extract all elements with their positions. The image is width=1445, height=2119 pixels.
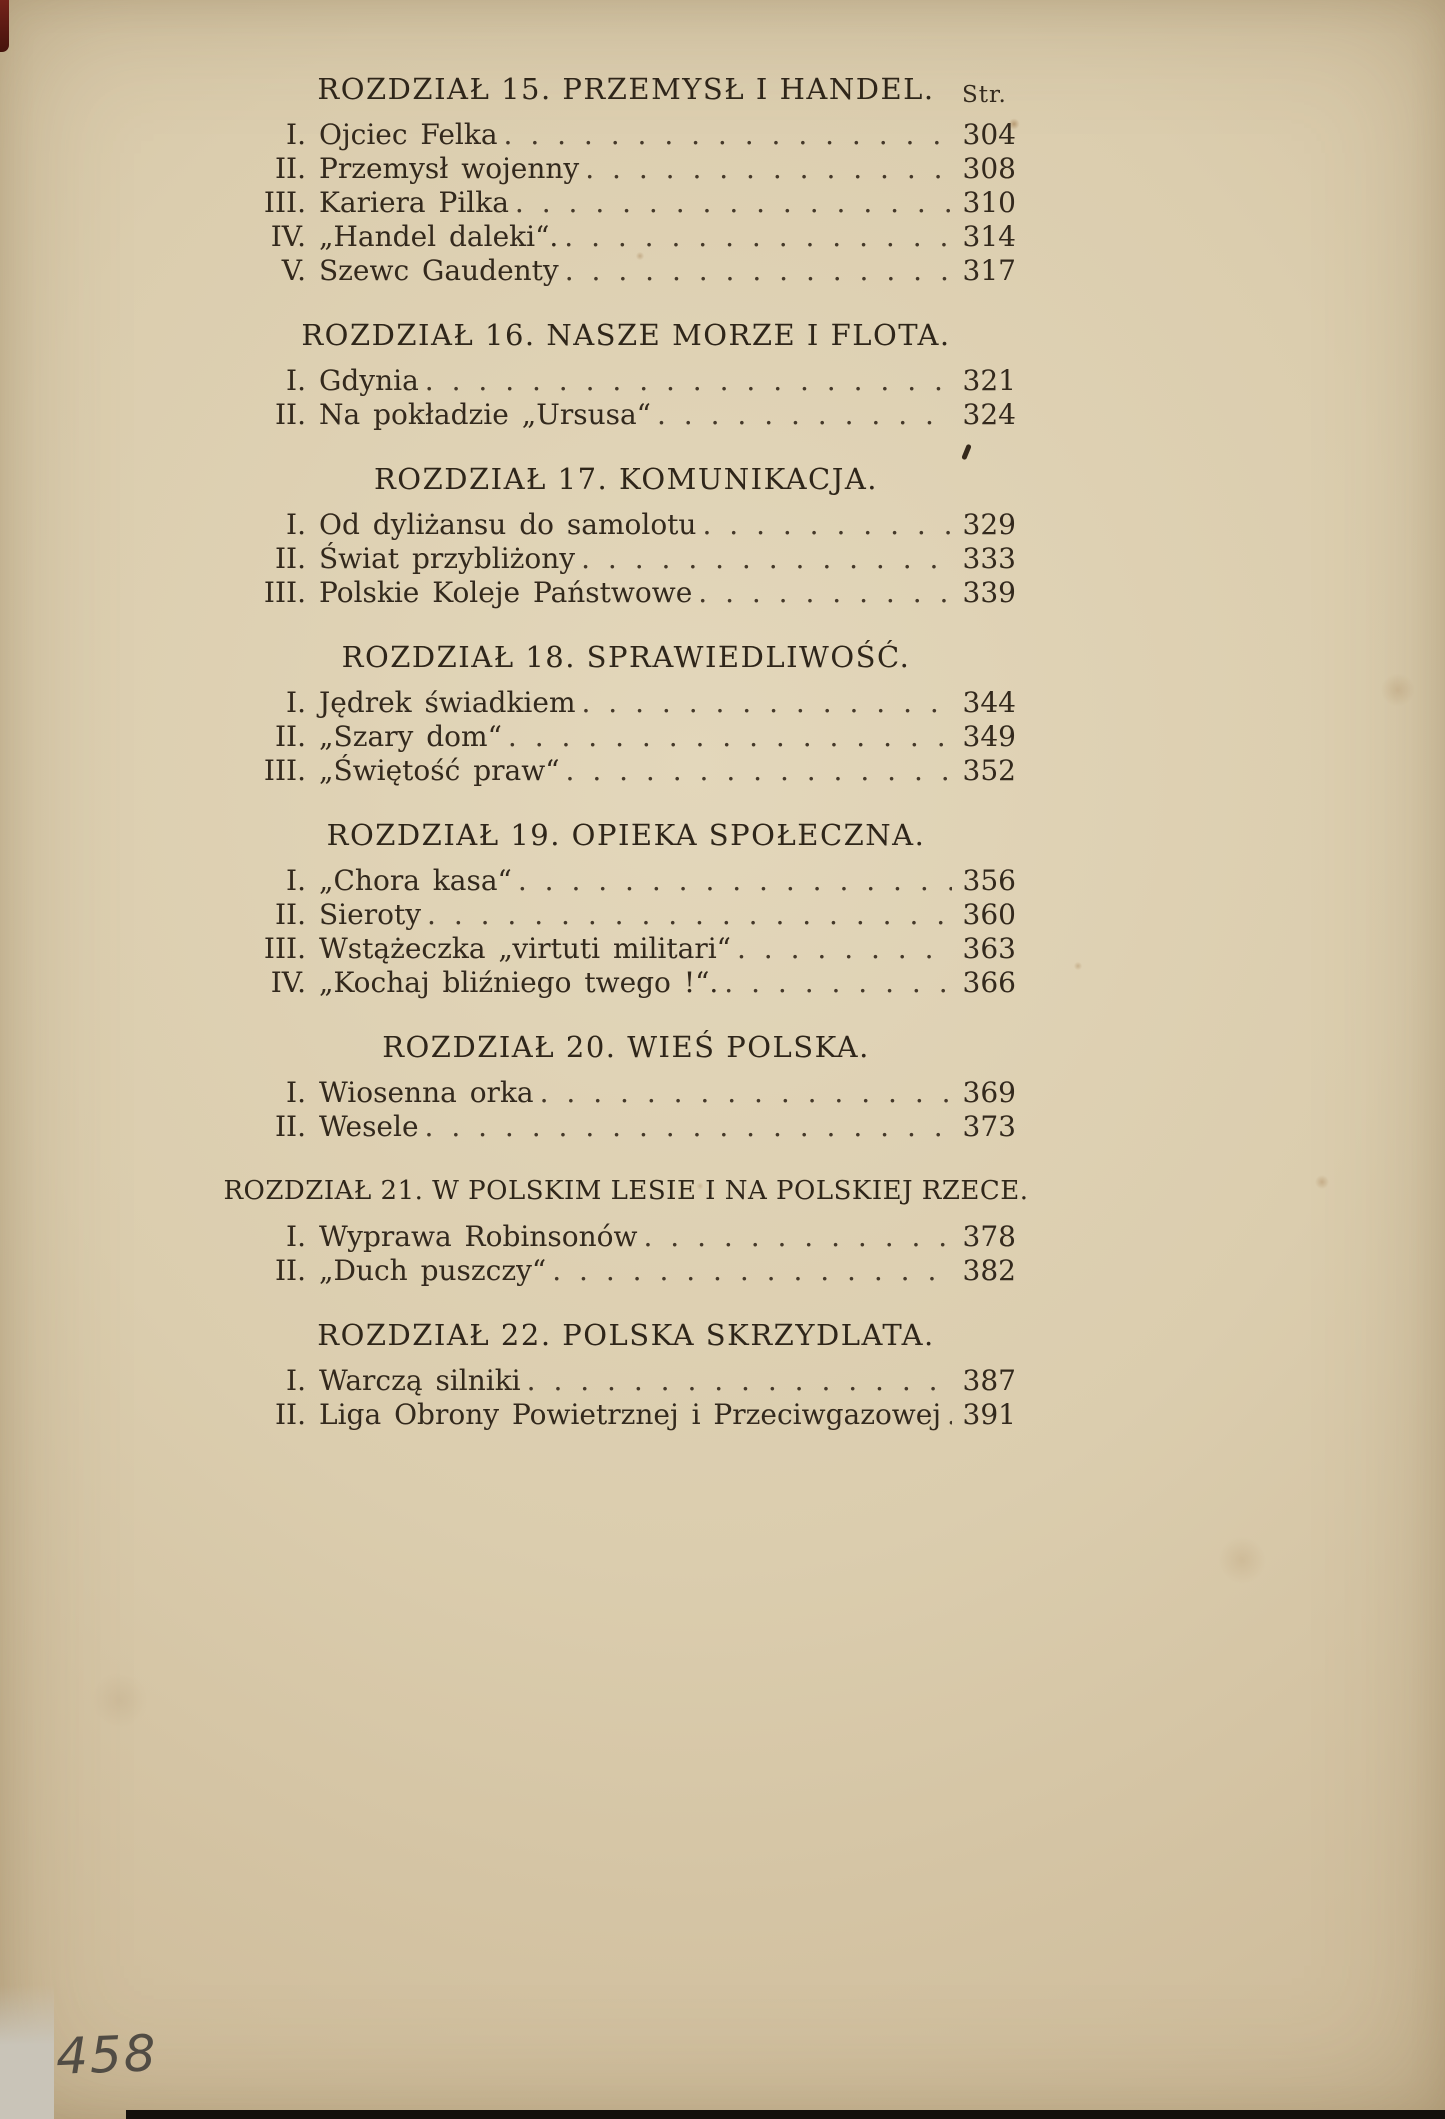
dot-leader <box>518 864 952 898</box>
entry-title: Wiosenna orka <box>319 1076 534 1109</box>
toc-entry <box>236 932 1016 966</box>
entry-numeral: II. <box>274 720 306 753</box>
toc-entry <box>236 398 1016 432</box>
entry-title: Na pokładzie „Ursusa“ <box>319 398 651 431</box>
dot-leader <box>527 1364 952 1398</box>
entry-numeral: I. <box>286 364 306 397</box>
entry-page-number: 352 <box>962 754 1016 787</box>
entry-numeral: I. <box>286 118 306 151</box>
entry-title: „Kochaj bliźniego twego !“. <box>319 966 719 999</box>
toc-entry <box>236 1254 1016 1288</box>
scan-edge-artifact-bottom <box>126 2110 1445 2119</box>
entry-numeral: III. <box>263 186 306 219</box>
scan-corner-artifact-bottom-left <box>0 1985 54 2119</box>
entry-title: Polskie Koleje Państwowe <box>319 576 693 609</box>
dot-leader <box>564 220 952 254</box>
scan-edge-artifact-top-left <box>0 0 9 52</box>
entry-numeral: II. <box>274 1254 306 1287</box>
toc-entry <box>236 898 1016 932</box>
dot-leader <box>947 1398 952 1432</box>
entry-page-number: 304 <box>962 118 1016 151</box>
chapter-title: ROZDZIAŁ 15. PRZEMYSŁ I HANDEL. <box>317 72 935 106</box>
dot-leader <box>702 508 952 542</box>
chapter-title: ROZDZIAŁ 19. OPIEKA SPOŁECZNA. <box>326 818 926 852</box>
entry-numeral: IV. <box>270 220 306 253</box>
entry-page-number: 310 <box>962 186 1016 219</box>
entry-page-number: 333 <box>962 542 1016 575</box>
entry-numeral: II. <box>274 1398 306 1431</box>
dot-leader <box>508 720 952 754</box>
toc-entry <box>236 966 1016 1000</box>
chapter-section-21 <box>223 1172 1029 1288</box>
dot-leader <box>425 364 952 398</box>
entry-numeral: IV. <box>270 966 306 999</box>
dot-leader <box>566 754 952 788</box>
chapter-section-15 <box>236 70 1016 288</box>
entry-title: Wesele <box>319 1110 419 1143</box>
dot-leader <box>565 254 952 288</box>
entry-page-number: 356 <box>962 864 1016 897</box>
entry-title: „Szary dom“ <box>319 720 502 753</box>
entry-page-number: 314 <box>962 220 1016 253</box>
dot-leader <box>737 932 952 966</box>
handwritten-page-number: 458 <box>55 2024 159 2086</box>
entry-numeral: II. <box>274 152 306 185</box>
toc-entry <box>236 152 1016 186</box>
toc-entry <box>236 364 1016 398</box>
entry-title: Ojciec Felka <box>319 118 498 151</box>
toc-entry <box>236 1076 1016 1110</box>
entry-numeral: I. <box>286 864 306 897</box>
toc-entry <box>236 1110 1016 1144</box>
toc-entry <box>236 186 1016 220</box>
entry-title: Liga Obrony Powietrznej i Przeciwgazowej <box>319 1398 942 1431</box>
entry-title: Wstążeczka „virtuti militari“ <box>319 932 731 965</box>
dot-leader <box>427 898 952 932</box>
entry-numeral: I. <box>286 1364 306 1397</box>
entry-numeral: I. <box>286 686 306 719</box>
chapter-title: ROZDZIAŁ 20. WIEŚ POLSKA. <box>382 1030 870 1064</box>
toc-entry <box>236 720 1016 754</box>
chapter-title: ROZDZIAŁ 16. NASZE MORZE I FLOTA. <box>301 318 951 352</box>
entry-numeral: II. <box>274 898 306 931</box>
dot-leader <box>585 152 952 186</box>
entry-title: Wyprawa Robinsonów <box>319 1220 638 1253</box>
toc-entry <box>236 1364 1016 1398</box>
entry-page-number: 369 <box>962 1076 1016 1109</box>
entry-page-number: 321 <box>962 364 1016 397</box>
page-column-header: Str. <box>962 82 1007 108</box>
entry-page-number: 308 <box>962 152 1016 185</box>
entry-numeral: II. <box>274 542 306 575</box>
entry-numeral: I. <box>286 1076 306 1109</box>
entry-numeral: II. <box>274 1110 306 1143</box>
entry-numeral: III. <box>263 932 306 965</box>
entry-title: Gdynia <box>319 364 419 397</box>
dot-leader <box>582 686 953 720</box>
entry-title: Kariera Pilka <box>319 186 509 219</box>
dot-leader <box>581 542 952 576</box>
entry-title: Świat przybliżony <box>319 542 576 575</box>
entry-page-number: 329 <box>962 508 1016 541</box>
entry-page-number: 324 <box>962 398 1016 431</box>
chapter-title: ROZDZIAŁ 17. KOMUNIKACJA. <box>373 462 879 496</box>
dot-leader <box>724 966 952 1000</box>
dot-leader <box>552 1254 952 1288</box>
entry-numeral: III. <box>263 754 306 787</box>
entry-page-number: 382 <box>962 1254 1016 1287</box>
entry-title: „Świętość praw“ <box>319 754 560 787</box>
entry-title: „Duch puszczy“ <box>319 1254 547 1287</box>
entry-page-number: 373 <box>962 1110 1016 1143</box>
entry-numeral: III. <box>263 576 306 609</box>
toc-entry <box>236 254 1016 288</box>
entry-title: Warczą silniki <box>319 1364 521 1397</box>
chapter-section-19 <box>236 816 1016 1000</box>
chapter-title: ROZDZIAŁ 18. SPRAWIEDLIWOŚĆ. <box>341 640 911 674</box>
toc-entry <box>236 118 1016 152</box>
chapter-section-18 <box>236 638 1016 788</box>
toc-entry <box>236 1220 1016 1254</box>
entry-title: Przemysł wojenny <box>319 152 580 185</box>
toc-entry <box>236 1398 1016 1432</box>
entry-numeral: I. <box>286 1220 306 1253</box>
chapter-section-17 <box>236 460 1016 610</box>
entry-page-number: 339 <box>962 576 1016 609</box>
entry-page-number: 363 <box>962 932 1016 965</box>
entry-page-number: 378 <box>962 1220 1016 1253</box>
chapter-title: ROZDZIAŁ 22. POLSKA SKRZYDLATA. <box>317 1318 935 1352</box>
dot-leader <box>540 1076 952 1110</box>
chapter-title: ROZDZIAŁ 21. W POLSKIM LESIE I NA POLSKIEJ RZECE. <box>223 1176 1029 1206</box>
toc-entry <box>236 754 1016 788</box>
entry-page-number: 344 <box>962 686 1016 719</box>
entry-page-number: 317 <box>962 254 1016 287</box>
dot-leader <box>657 398 952 432</box>
entry-page-number: 391 <box>962 1398 1016 1431</box>
entry-title: Od dyliżansu do samolotu <box>319 508 697 541</box>
dot-leader <box>504 118 952 152</box>
toc-entry <box>236 686 1016 720</box>
entry-title: Sieroty <box>319 898 422 931</box>
toc-entry <box>236 542 1016 576</box>
entry-title: „Handel daleki“. <box>319 220 559 253</box>
toc-entry <box>236 864 1016 898</box>
toc-entry <box>236 576 1016 610</box>
entry-page-number: 366 <box>962 966 1016 999</box>
entry-numeral: V. <box>281 254 306 287</box>
chapter-section-16 <box>236 316 1016 432</box>
entry-title: Jędrek świadkiem <box>319 686 576 719</box>
entry-page-number: 360 <box>962 898 1016 931</box>
entry-page-number: 387 <box>962 1364 1016 1397</box>
dot-leader <box>515 186 952 220</box>
table-of-contents <box>223 70 1029 1460</box>
entry-title: Szewc Gaudenty <box>319 254 559 287</box>
chapter-section-20 <box>236 1028 1016 1144</box>
entry-title: „Chora kasa“ <box>319 864 512 897</box>
dot-leader <box>698 576 952 610</box>
toc-entry <box>236 220 1016 254</box>
entry-numeral: I. <box>286 508 306 541</box>
dot-leader <box>425 1110 952 1144</box>
entry-page-number: 349 <box>962 720 1016 753</box>
entry-numeral: II. <box>274 398 306 431</box>
chapter-section-22 <box>236 1316 1016 1432</box>
dot-leader <box>643 1220 952 1254</box>
toc-entry <box>236 508 1016 542</box>
